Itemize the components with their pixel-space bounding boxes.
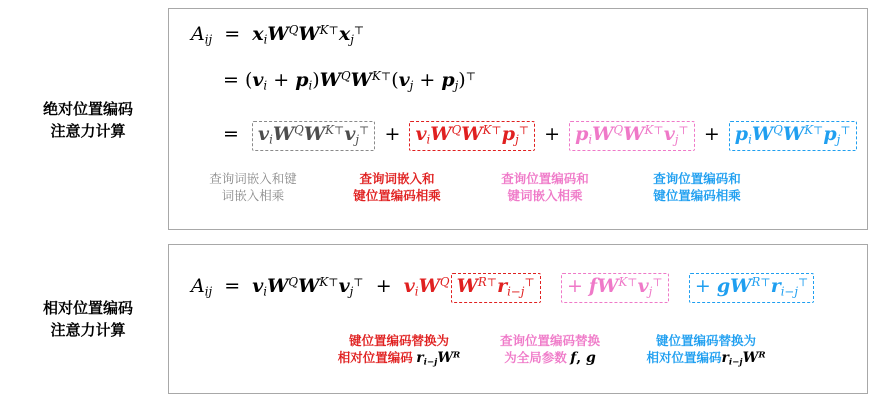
plus-sign-2: +: [544, 123, 561, 146]
term-global-bias-f: + $fW^{K⊤}v_j^⊤$: [561, 273, 669, 303]
caption-relative-2-line2: 为全局参数 f, g: [504, 350, 596, 366]
plus-sign-1: +: [384, 123, 401, 146]
term-query-position-key-position: $p_iW^QW^{K⊤}p_j^⊤$: [729, 121, 857, 151]
caption-term-3-line2: 键词嵌入相乘: [507, 189, 583, 203]
term-query-content-key-position: $v_iW^QW^{K⊤}p_j^⊤$: [409, 121, 535, 151]
caption-relative-1: [319, 333, 479, 367]
section-label-absolute: [8, 99, 168, 143]
term-relative-key-position: $W^{R⊤}r_{i-j}^⊤$: [451, 273, 541, 303]
equation-line-relative: $A_{ij} = v_iW^QW^{K⊤}v_j^⊤ + v_iW^Q$ $W^{R⊤}r_{i-j}^⊤$ + $fW^{K⊤}v_j^⊤$ + $gW^{R⊤}r_{i-j}^⊤$: [191, 273, 815, 303]
term-query-position-key-content: $p_iW^QW^{K⊤}v_j^⊤$: [569, 121, 695, 151]
section-label-absolute-line1: 绝对位置编码: [42, 101, 133, 118]
caption-relative-3-line1: 键位置编码替换为: [655, 334, 756, 348]
caption-relative-2: [481, 333, 619, 367]
plus-sign-3: +: [703, 123, 720, 146]
caption-term-4-line1: 查询位置编码和: [653, 172, 741, 186]
equation-line-3: = $v_iW^QW^{K⊤}v_j^⊤ + v_iW^QW^{K⊤}p_j^⊤ + p_iW^QW^{K⊤}v_j^⊤ + p_iW^QW^{K⊤}p_j^⊤$: [223, 121, 858, 151]
caption-term-2-line1: 查询词嵌入和: [359, 172, 435, 186]
caption-relative-1-line1: 键位置编码替换为: [348, 334, 449, 348]
caption-term-3-line1: 查询位置编码和: [501, 172, 589, 186]
caption-term-2-line2: 键位置编码相乘: [353, 189, 441, 203]
caption-term-1-line2: 词嵌入相乘: [221, 189, 285, 203]
equation-line-2: = $(v_i + p_i)W^QW^{K⊤}(v_j + p_j)^⊤$: [223, 69, 477, 93]
caption-relative-3-line2: 相对位置编码$r_{i-j}W^R$: [646, 350, 766, 368]
section-relative-position-encoding: [0, 240, 877, 398]
section-label-relative: [8, 298, 168, 342]
caption-term-3: [473, 171, 617, 205]
caption-term-2: [325, 171, 469, 205]
equation-line-1: $A_{ij} = x_iW^QW^{K⊤}x_j^⊤$: [191, 23, 365, 47]
term-query-key-content: $v_iW^QW^{K⊤}v_j^⊤$: [252, 121, 375, 151]
section-label-relative-line1: 相对位置编码: [42, 300, 133, 317]
section-label-absolute-line2: 注意力计算: [50, 123, 126, 140]
caption-relative-3: [621, 333, 791, 367]
term-global-bias-g: + $gW^{R⊤}r_{i-j}^⊤$: [689, 273, 815, 303]
section-absolute-position-encoding: [0, 4, 877, 234]
caption-term-1: [185, 171, 321, 205]
caption-term-4: [621, 171, 773, 205]
caption-term-4-line2: 键位置编码相乘: [653, 189, 741, 203]
equation-box-absolute: [168, 8, 868, 230]
caption-term-1-line1: 查询词嵌入和键: [209, 172, 297, 186]
section-label-relative-line2: 注意力计算: [50, 322, 126, 339]
caption-relative-2-line1: 查询位置编码替换: [499, 334, 600, 348]
caption-relative-1-line2: 相对位置编码 $r_{i-j}W^R$: [337, 350, 461, 368]
equation-box-relative: [168, 244, 868, 394]
